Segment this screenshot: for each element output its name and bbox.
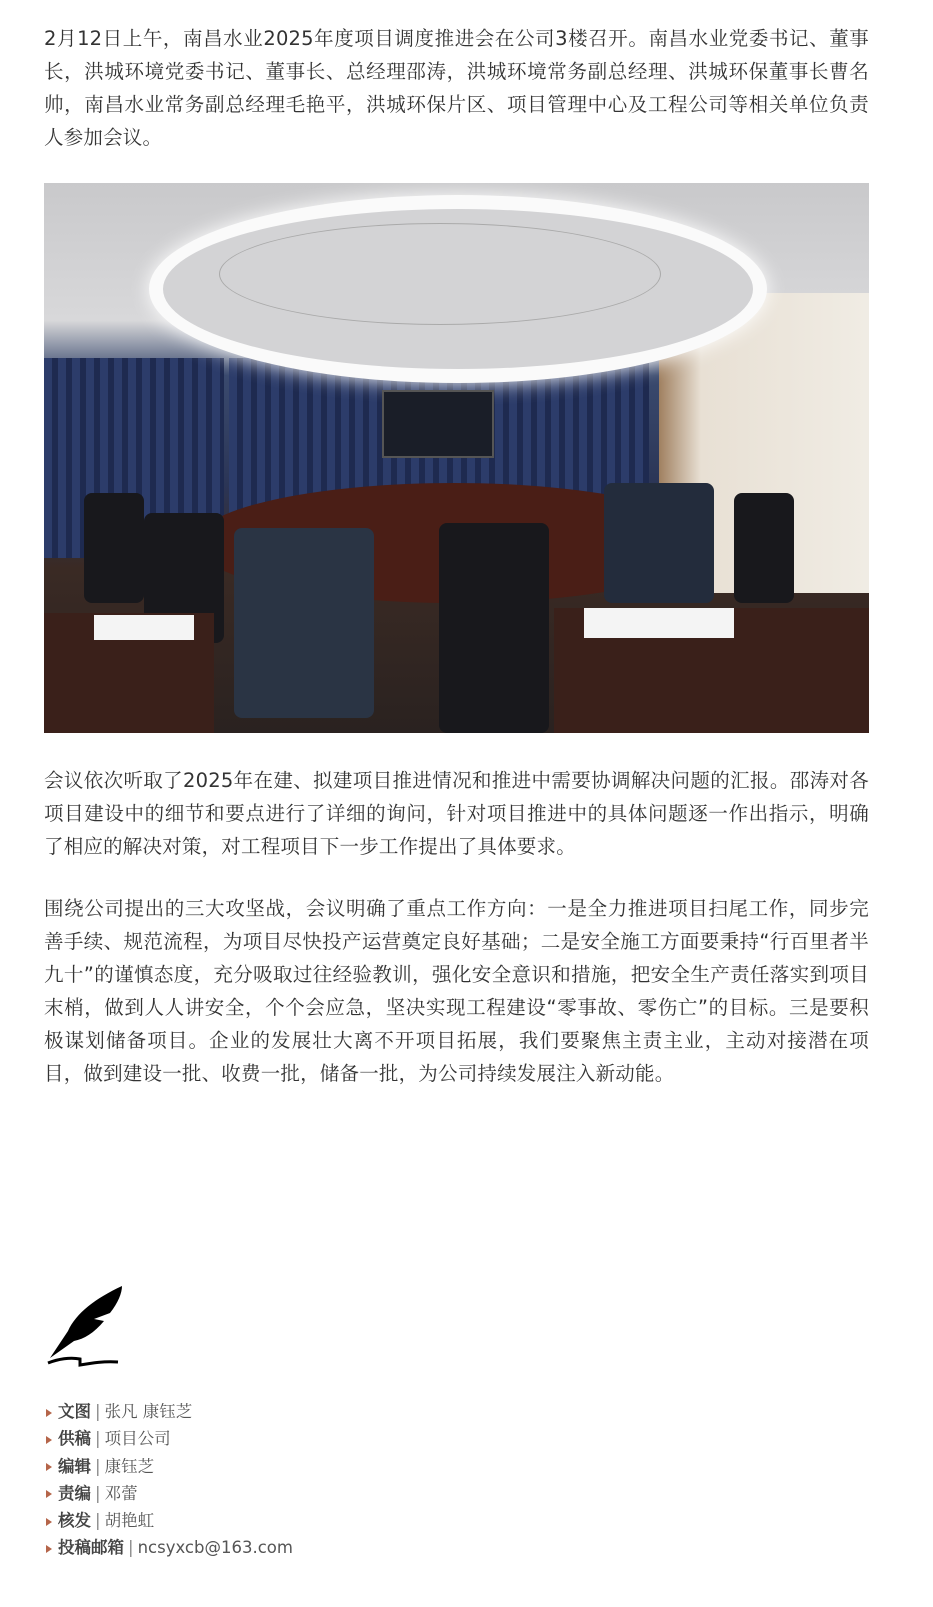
tv-screen	[382, 390, 494, 458]
credit-row: 责编 | 邓蕾	[46, 1480, 293, 1507]
bullet-icon	[46, 1545, 52, 1553]
bullet-icon	[46, 1409, 52, 1417]
meeting-photo	[44, 183, 869, 733]
bullet-icon	[46, 1463, 52, 1471]
bullet-icon	[46, 1490, 52, 1498]
credit-row: 核发 | 胡艳虹	[46, 1507, 293, 1534]
credit-row: 供稿 | 项目公司	[46, 1425, 293, 1452]
paragraph-directions: 围绕公司提出的三大攻坚战，会议明确了重点工作方向：一是全力推进项目扫尾工作，同步完善手续、规范流程，为项目尽快投产运营奠定良好基础；二是安全施工方面要秉持“行百里者半九十”的谨慎态度，充分吸取过往经验教训，强化安全意识和措施，把安全生产责任落实到项目末梢，做到人人讲安全，个个会应急，坚决实现工程建设“零事故、零伤亡”的目标。三是要积极谋划储备项目。企业的发展壮大离不开项目拓展，我们要聚焦主责主业，主动对接潜在项目，做到建设一批、收费一批，储备一批，为公司持续发展注入新动能。	[44, 897, 869, 1085]
bullet-icon	[46, 1518, 52, 1526]
paragraph-reports: 会议依次听取了2025年在建、拟建项目推进情况和推进中需要协调解决问题的汇报。邵涛对各项目建设中的细节和要点进行了详细的询问，针对项目推进中的具体问题逐一作出指示，明确了相应的解决对策，对工程项目下一步工作提出了具体要求。	[44, 769, 869, 858]
bullet-icon	[46, 1436, 52, 1444]
credit-row: 文图 | 张凡 康钰芝	[46, 1398, 293, 1425]
credit-row: 编辑 | 康钰芝	[46, 1453, 293, 1480]
credits-list	[46, 1398, 293, 1562]
paragraph-intro: 2月12日上午，南昌水业2025年度项目调度推进会在公司3楼召开。南昌水业党委书记、董事长，洪城环境党委书记、董事长、总经理邵涛，洪城环境常务副总经理、洪城环保董事长曹名帅，南昌水业常务副总经理毛艳平，洪城环保片区、项目管理中心及工程公司等相关单位负责人参加会议。	[44, 27, 869, 149]
submission-email: ncsyxcb@163.com	[137, 1538, 293, 1558]
feather-pen-icon	[46, 1283, 126, 1368]
credit-row: 投稿邮箱 | ncsyxcb@163.com	[46, 1534, 293, 1561]
